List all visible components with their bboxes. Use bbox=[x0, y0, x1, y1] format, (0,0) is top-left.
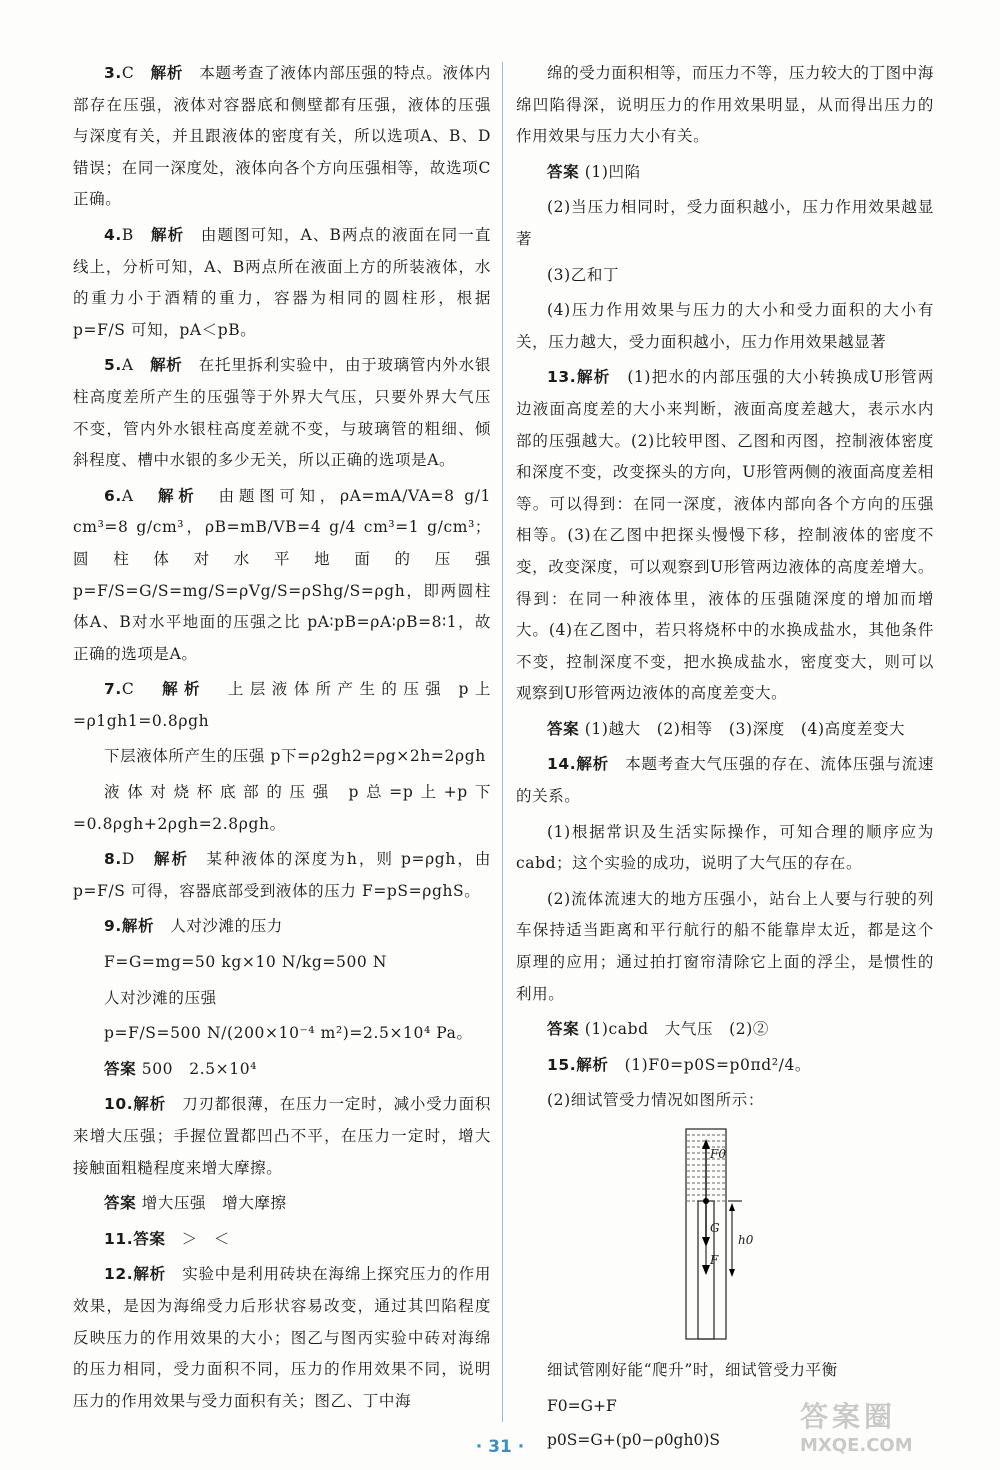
choice-answer: C bbox=[121, 680, 135, 699]
paragraph: (4)压力作用效果与压力的大小和受力面积的大小有关，压力越大，受力面积越小，压力作用效果越显著 bbox=[516, 301, 934, 351]
question-text: (1)把水的内部压强的大小转换成U形管两边液面高度差的大小来判断，液面高度差越大，表示水内部的压强越大。(2)比较甲图、乙图和丙图，控制液体密度和深度不变，改变探头的方向，U形管两侧的液面高度差相等。可以得到：在同一深度，液体内部向各个方向的压强相等。(3)在乙图中把探头慢慢下移，控制液体的密度不变，改变深度，可以观察到U形管两边液体的高度差增大。得到：在同一种液体里，液体的压强随深度的增加而增大。(4)在乙图中，若只将烧杯中的水换成盐水，其他条件不变，控制深度不变，把水换成盐水，密度变大，则可以观察到U形管两边液体的高度差变大。 bbox=[516, 368, 934, 703]
watermark-title: 答案圈 bbox=[800, 1400, 897, 1433]
question-number: 15. bbox=[547, 1055, 577, 1074]
paragraph: p=F/S=500 N/(200×10⁻⁴ m²)=2.5×10⁴ Pa。 bbox=[104, 1024, 473, 1043]
paragraph: 细试管刚好能“爬升”时，细试管受力平衡 bbox=[547, 1361, 838, 1379]
answer-keyword: 答案 bbox=[547, 1020, 580, 1039]
question-block bbox=[73, 844, 491, 907]
force-label: G bbox=[710, 1221, 720, 1235]
question-text: 实验中是利用砖块在海绵上探究压力的作用效果，是因为海绵受力后形状容易改变，通过其凹陷程度反映压力的作用效果的大小；图乙与图丙实验中砖对海绵的压力相同，受力面积不同，压力的作用效果不同，说明压力的作用效果与受力面积有关；图乙、丁中海 bbox=[73, 1265, 491, 1410]
answer-text: 500 2.5×10⁴ bbox=[141, 1059, 257, 1078]
answer-line bbox=[73, 1054, 491, 1086]
section-keyword: 解析 bbox=[576, 1055, 609, 1074]
section-keyword: 解析 bbox=[133, 1265, 166, 1284]
column-divider bbox=[502, 62, 503, 1422]
question-number: 9. bbox=[104, 917, 122, 936]
paragraph: 液体对烧杯底部的压强 p总=p上+p下=0.8ρgh+2ρgh=2.8ρgh。 bbox=[73, 783, 491, 833]
answer-line bbox=[516, 714, 934, 746]
watermark-url: MXQE.COM bbox=[800, 1435, 913, 1456]
paragraph: (2)流体流速大的地方压强小，站台上人要与行驶的列车保持适当距离和平行航行的船不能靠岸太近，都是这个原理的应用；通过拍打窗帘清除它上面的浮尘，是惯性的利用。 bbox=[516, 889, 934, 1003]
section-keyword: 解析 bbox=[576, 755, 609, 774]
right-column bbox=[516, 58, 934, 1459]
question-text: 本题考查了液体内部压强的特点。液体内部存在压强，液体对容器底和侧壁都有压强，液体的压强与深度有关，并且跟液体的密度有关，所以选项A、B、D错误；在同一深度处，液体向各个方向压强相等，故选项C正确。 bbox=[73, 64, 491, 209]
question-number: 7. bbox=[104, 680, 122, 699]
left-column bbox=[73, 58, 491, 1421]
section-keyword: 解析 bbox=[158, 486, 199, 505]
paragraph: (1)根据常识及生活实际操作，可知合理的顺序应为cabd；这个实验的成功，说明了大气压的存在。 bbox=[516, 822, 934, 873]
paragraph: 人对沙滩的压强 bbox=[104, 988, 217, 1007]
question-block bbox=[73, 1089, 491, 1184]
question-block bbox=[73, 674, 491, 737]
question-number: 13. bbox=[547, 368, 577, 387]
question-number: 5. bbox=[104, 356, 122, 375]
question-number: 4. bbox=[104, 225, 122, 244]
question-block bbox=[516, 1050, 934, 1082]
question-block bbox=[73, 911, 491, 943]
question-text: 由题图可知，A、B两点的液面在同一直线上，分析可知，A、B两点所在液面上方的所装液体，水的重力小于酒精的重力，容器为相同的圆柱形，根据 p=F/S 可知，pA＜pB。 bbox=[73, 225, 492, 339]
question-block bbox=[73, 1259, 491, 1417]
paragraph: 绵的受力面积相等，而压力不等，压力较大的丁图中海绵凹陷得深，说明压力的作用效果明显，从而得出压力的作用效果与压力大小有关。 bbox=[516, 64, 934, 146]
question-number: 14. bbox=[547, 755, 577, 774]
question-block bbox=[73, 481, 491, 671]
section-keyword: 解析 bbox=[153, 850, 189, 869]
section-keyword: 解析 bbox=[150, 64, 184, 82]
answer-line bbox=[516, 1014, 934, 1046]
paragraph: (2)当压力相同时，受力面积越小，压力作用效果越显著 bbox=[516, 198, 934, 248]
formula-line: F0=G+F bbox=[547, 1396, 617, 1415]
section-keyword: 解析 bbox=[151, 225, 185, 244]
question-text: 刀刃都很薄，在压力一定时，减小受力面积来增大压强；手握位置都凹凸不平，在压力一定时，增大接触面粗糙程度来增大摩擦。 bbox=[73, 1095, 491, 1177]
choice-answer: B bbox=[121, 225, 134, 244]
answer-keyword: 答案 bbox=[104, 1194, 137, 1213]
force-label: F0 bbox=[710, 1147, 726, 1161]
question-block bbox=[516, 362, 934, 710]
page-number: · 31 · bbox=[475, 1437, 525, 1457]
answer-text: (1)越大 (2)相等 (3)深度 (4)高度差变大 bbox=[584, 719, 906, 738]
question-text: 人对沙滩的压力 bbox=[170, 917, 283, 936]
answer-line bbox=[516, 157, 934, 189]
question-text: 某种液体的深度为h，则 p=ρgh，由 p=F/S 可得，容器底部受到液体的压力 F=pS=ρghS。 bbox=[73, 850, 491, 900]
answer-keyword: 答案 bbox=[547, 162, 580, 181]
answer-keyword: 答案 bbox=[104, 1059, 137, 1078]
paragraph: 下层液体所产生的压强 p下=ρ2gh2=ρg×2h=2ρgh bbox=[104, 747, 486, 766]
section-keyword: 解析 bbox=[150, 356, 183, 375]
question-text: 由题图可知，ρA=mA/VA=8 g/1 cm³=8 g/cm³，ρB=mB/VB=4 g/4 cm³=1 g/cm³；圆柱体对水平地面的压强 p=F/S=G/S=mg/S=ρVg/S=ρShg/S=ρgh，即两圆柱体A、B对水平地面的压强之比 pA∶pB=ρA∶ρB=8∶1，故正确的选项是A。 bbox=[73, 486, 491, 663]
force-label: F bbox=[710, 1253, 719, 1267]
paragraph: F=G=mg=50 kg×10 N/kg=500 N bbox=[104, 953, 388, 972]
question-number: 8. bbox=[104, 850, 122, 869]
section-keyword: 解析 bbox=[121, 917, 155, 936]
question-text: 上层液体所产生的压强 p上=ρ1gh1=0.8ρgh bbox=[73, 680, 491, 730]
force-label: h0 bbox=[738, 1233, 754, 1247]
question-block bbox=[73, 220, 491, 346]
section-keyword: 答案 bbox=[133, 1229, 166, 1248]
choice-answer: A bbox=[121, 486, 134, 505]
watermark-logo bbox=[800, 1395, 990, 1465]
question-number: 6. bbox=[104, 486, 122, 505]
answer-text: (1)凹陷 bbox=[584, 162, 641, 181]
force-diagram-svg bbox=[666, 1125, 786, 1345]
choice-answer: D bbox=[121, 850, 135, 869]
question-text: 本题考查大气压强的存在、流体压强与流速的关系。 bbox=[516, 755, 934, 806]
answer-keyword: 答案 bbox=[547, 719, 580, 738]
formula-line: p0S=G+(p0−ρ0gh0)S bbox=[547, 1430, 720, 1449]
choice-answer: C bbox=[121, 64, 135, 82]
question-text: (1)F0=p0S=p0πd²/4。 bbox=[624, 1055, 812, 1074]
answer-text: (1)cabd 大气压 (2)② bbox=[584, 1020, 770, 1039]
answer-line bbox=[73, 1188, 491, 1220]
question-number: 11. bbox=[104, 1229, 134, 1248]
question-number: 3. bbox=[104, 64, 122, 82]
question-block bbox=[73, 58, 491, 216]
answer-text: 增大压强 增大摩擦 bbox=[141, 1194, 287, 1213]
question-block bbox=[73, 350, 491, 476]
paragraph: (2)细试管受力情况如图所示： bbox=[547, 1091, 764, 1110]
choice-answer: A bbox=[121, 356, 134, 375]
question-text: ＞ ＜ bbox=[181, 1229, 230, 1248]
question-text: 在托里拆利实验中，由于玻璃管内外水银柱高度差所产生的压强等于外界大气压，只要外界大气压不变，管内外水银柱高度差就不变，与玻璃管的粗细、倾斜程度、槽中水银的多少无关，所以正确的选项是A。 bbox=[73, 356, 491, 470]
paragraph: (3)乙和丁 bbox=[547, 265, 620, 284]
question-block bbox=[73, 1224, 491, 1256]
force-diagram bbox=[666, 1125, 786, 1345]
question-number: 10. bbox=[104, 1095, 134, 1114]
question-number: 12. bbox=[104, 1265, 134, 1284]
section-keyword: 解析 bbox=[162, 680, 206, 699]
question-block bbox=[516, 749, 934, 812]
section-keyword: 解析 bbox=[576, 368, 611, 387]
section-keyword: 解析 bbox=[133, 1095, 166, 1114]
